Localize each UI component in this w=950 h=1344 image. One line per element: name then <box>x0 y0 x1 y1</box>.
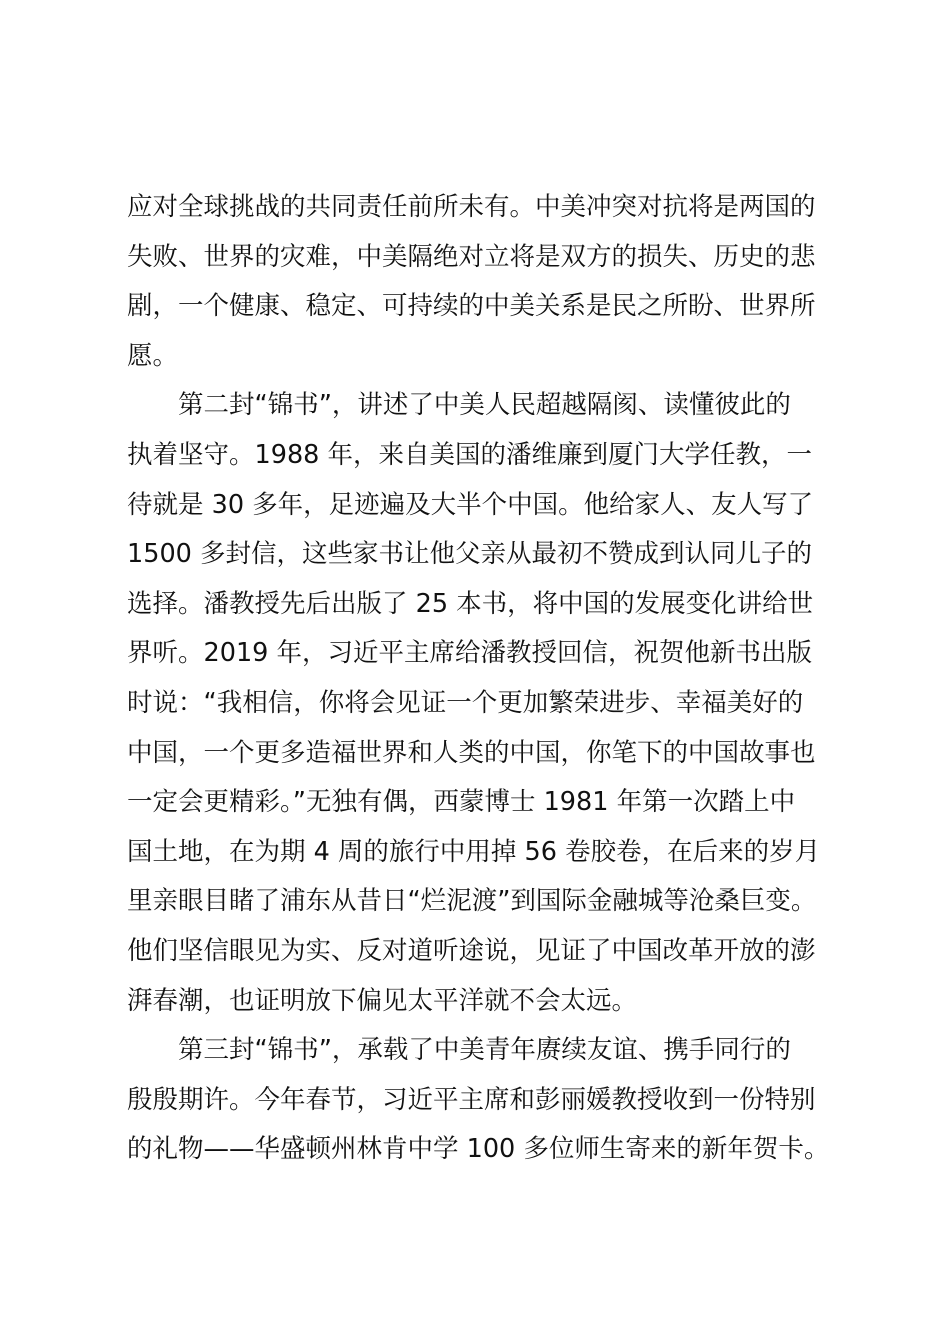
text-line: 应对全球挑战的共同责任前所未有。中美冲突对抗将是两国的 <box>127 192 816 222</box>
text-line: 失败、世界的灾难，中美隔绝对立将是双方的损失、历史的悲 <box>127 241 816 272</box>
text-line: 执着坚守。1988 年，来自美国的潘维廉到厦门大学任教，一 <box>127 439 813 470</box>
text-line: 里亲眼目睹了浦东从昔日“烂泥渡”到国际金融城等沧桑巨变。 <box>127 886 817 917</box>
text-line: 时说：“我相信，你将会见证一个更加繁荣进步、幸福美好的 <box>127 687 804 718</box>
text-line: 剧，一个健康、稳定、可持续的中美关系是民之所盼、世界所 <box>127 291 816 322</box>
text-line: 第二封“锦书”，讲述了中美人民超越隔阂、读懂彼此的 <box>178 390 791 421</box>
text-line: 国土地，在为期 4 周的旅行中用掉 56 卷胶卷，在后来的岁月 <box>127 836 821 867</box>
text-line: 1500 多封信，这些家书让他父亲从最初不赞成到认同儿子的 <box>127 539 813 570</box>
text-line: 第三封“锦书”，承载了中美青年赓续友谊、携手同行的 <box>178 1035 791 1066</box>
text-line: 待就是 30 多年，足迹遍及大半个中国。他给家人、友人写了 <box>127 489 814 520</box>
text-line: 湃春潮，也证明放下偏见太平洋就不会太远。 <box>127 985 638 1016</box>
paragraph-3 <box>127 1026 847 1175</box>
text-line: 的礼物——华盛顿州林肯中学 100 多位师生寄来的新年贺卡。 <box>127 1134 830 1165</box>
text-line: 一定会更精彩。”无独有偶，西蒙博士 1981 年第一次踏上中 <box>127 787 796 818</box>
text-line: 殷殷期许。今年春节，习近平主席和彭丽媛教授收到一份特别 <box>127 1084 816 1115</box>
paragraph-1 <box>127 183 847 381</box>
text-line: 他们坚信眼见为实、反对道听途说，见证了中国改革开放的澎 <box>127 935 816 966</box>
text-line: 界听。2019 年，习近平主席给潘教授回信，祝贺他新书出版 <box>127 638 813 669</box>
document-body <box>127 183 847 1175</box>
text-line: 愿。 <box>127 340 179 371</box>
text-line: 选择。潘教授先后出版了 25 本书，将中国的发展变化讲给世 <box>127 588 814 619</box>
paragraph-2 <box>127 381 847 1026</box>
text-line: 中国，一个更多造福世界和人类的中国，你笔下的中国故事也 <box>127 737 816 768</box>
